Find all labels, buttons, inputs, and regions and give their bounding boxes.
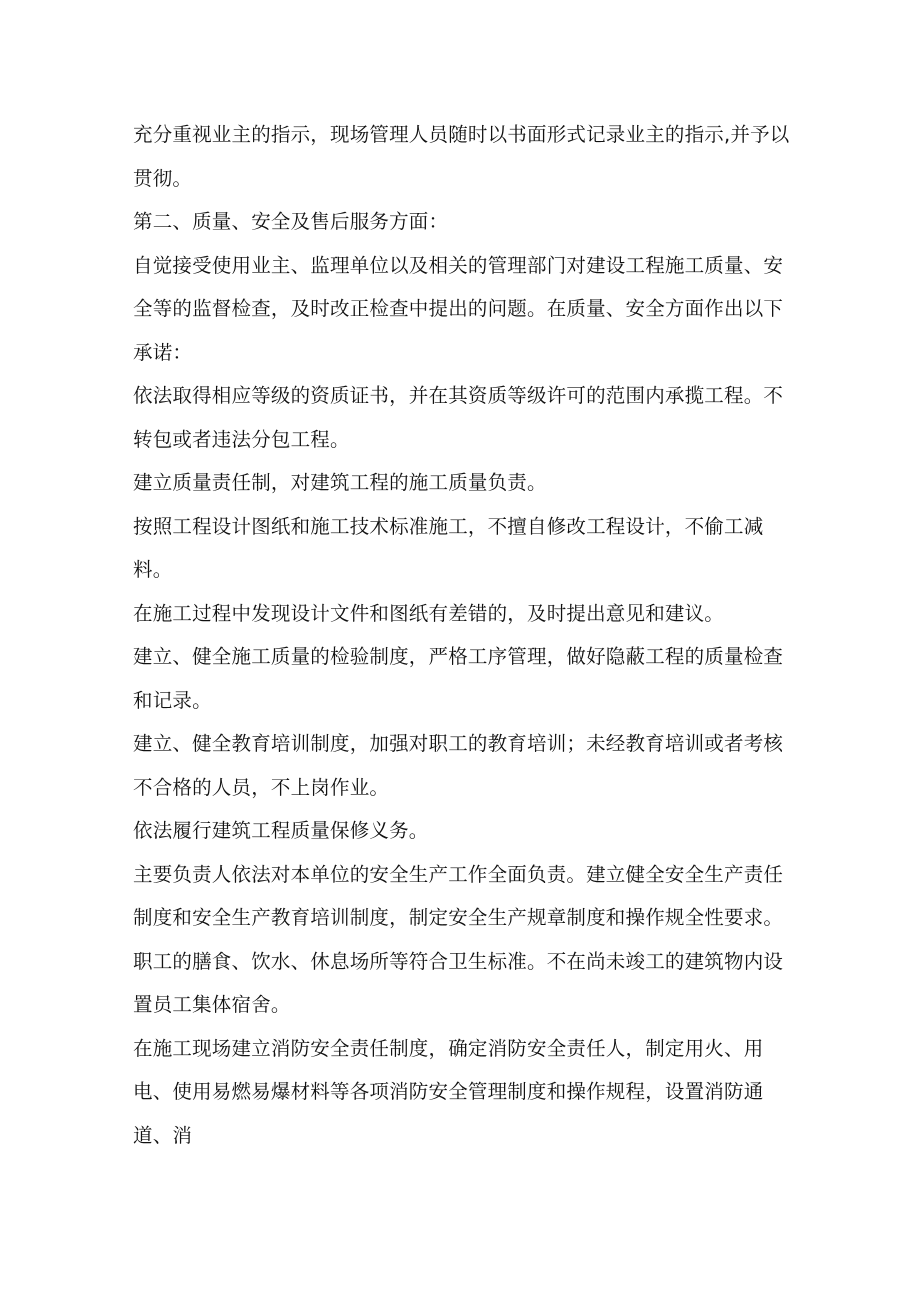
paragraph-warranty: 依法履行建筑工程质量保修义务。 — [133, 819, 429, 842]
paragraph-supervision: 自觉接受使用业主、监理单位以及相关的管理部门对建设工程施工质量、安全等的监督检查，及时改正检查中提出的问题。在质量、安全方面作出以下承诺： — [133, 253, 784, 364]
paragraph-safety-responsibility: 主要负责人依法对本单位的安全生产工作全面负责。建立健全安全生产责任制度和安全生产教育培训制度，制定安全生产规章制度和操作规全性要求。 — [133, 862, 784, 929]
document-body — [133, 113, 798, 1157]
paragraph-design-standards: 按照工程设计图纸和施工技术标准施工，不擅自修改工程设计，不偷工减料。 — [133, 514, 764, 581]
paragraph-fire-safety: 在施工现场建立消防安全责任制度，确定消防安全责任人，制定用火、用电、使用易燃易爆材料等各项消防安全管理制度和操作规程，设置消防通道、消 — [133, 1036, 764, 1147]
paragraph-quality-responsibility: 建立质量责任制，对建筑工程的施工质量负责。 — [133, 471, 547, 494]
paragraph-design-errors: 在施工过程中发现设计文件和图纸有差错的，及时提出意见和建议。 — [133, 601, 725, 625]
paragraph-qualification: 依法取得相应等级的资质证书，并在其资质等级许可的范围内承揽工程。不转包或者违法分包工程。 — [133, 384, 784, 451]
paragraph-hygiene: 职工的膳食、饮水、休息场所等符合卫生标准。不在尚未竣工的建筑物内设置员工集体宿舍。 — [133, 949, 784, 1016]
section-heading-quality-safety: 第二、质量、安全及售后服务方面： — [133, 210, 449, 233]
paragraph-training: 建立、健全教育培训制度，加强对职工的教育培训；未经教育培训或者考核不合格的人员，不上岗作业。 — [133, 732, 784, 799]
paragraph-owner-instructions: 充分重视业主的指示，现场管理人员随时以书面形式记录业主的指示,并予以贯彻。 — [133, 123, 790, 190]
paragraph-inspection-system: 建立、健全施工质量的检验制度，严格工序管理，做好隐蔽工程的质量检查和记录。 — [133, 645, 784, 712]
